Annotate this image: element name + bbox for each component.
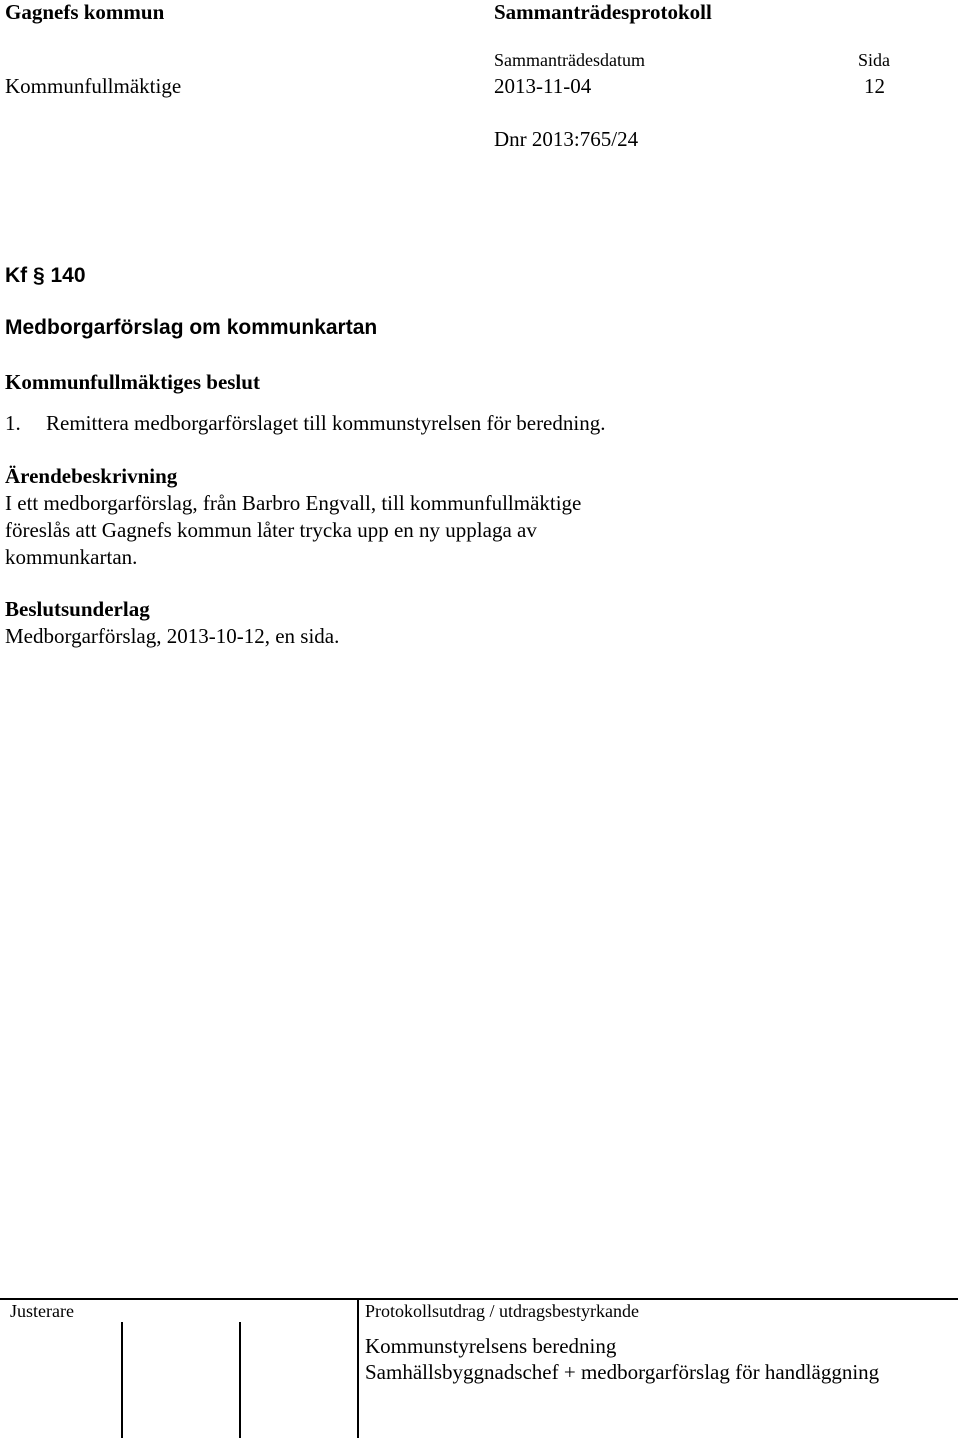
page-label: Sida <box>858 50 891 70</box>
case-number: Kf § 140 <box>5 264 86 287</box>
document-type: Sammanträdesprotokoll <box>494 0 712 24</box>
diary-number: Dnr 2013:765/24 <box>494 127 639 151</box>
justerare-label: Justerare <box>10 1301 74 1321</box>
basis-text: Medborgarförslag, 2013-10-12, en sida. <box>5 624 340 648</box>
extract-label: Protokollsutdrag / utdragsbestyrkande <box>365 1301 639 1321</box>
date-label: Sammanträdesdatum <box>494 50 645 70</box>
decision-item-number: 1. <box>5 411 21 435</box>
meeting-body: Kommunfullmäktige <box>5 74 182 98</box>
footer-column-divider <box>357 1298 359 1438</box>
description-line: föreslås att Gagnefs kommun låter trycka upp en ny upplaga av <box>5 518 537 542</box>
signature-box-divider <box>239 1322 241 1438</box>
recipient-line: Samhällsbyggnadschef + medborgarförslag för handläggning <box>365 1360 880 1384</box>
recipient-line: Kommunstyrelsens beredning <box>365 1334 617 1358</box>
case-title: Medborgarförslag om kommunkartan <box>5 316 378 339</box>
page-number: 12 <box>864 74 885 98</box>
meeting-date: 2013-11-04 <box>494 74 592 98</box>
description-line: I ett medborgarförslag, från Barbro Engvall, till kommunfullmäktige <box>5 491 582 515</box>
description-line: kommunkartan. <box>5 545 138 569</box>
decision-item-text: Remittera medborgarförslaget till kommunstyrelsen för beredning. <box>46 411 606 435</box>
signature-box-divider <box>121 1322 123 1438</box>
basis-heading: Beslutsunderlag <box>5 597 150 621</box>
decision-heading: Kommunfullmäktiges beslut <box>5 370 260 394</box>
organization-name: Gagnefs kommun <box>5 0 165 24</box>
footer-top-rule <box>0 1298 958 1300</box>
description-heading: Ärendebeskrivning <box>5 464 178 488</box>
